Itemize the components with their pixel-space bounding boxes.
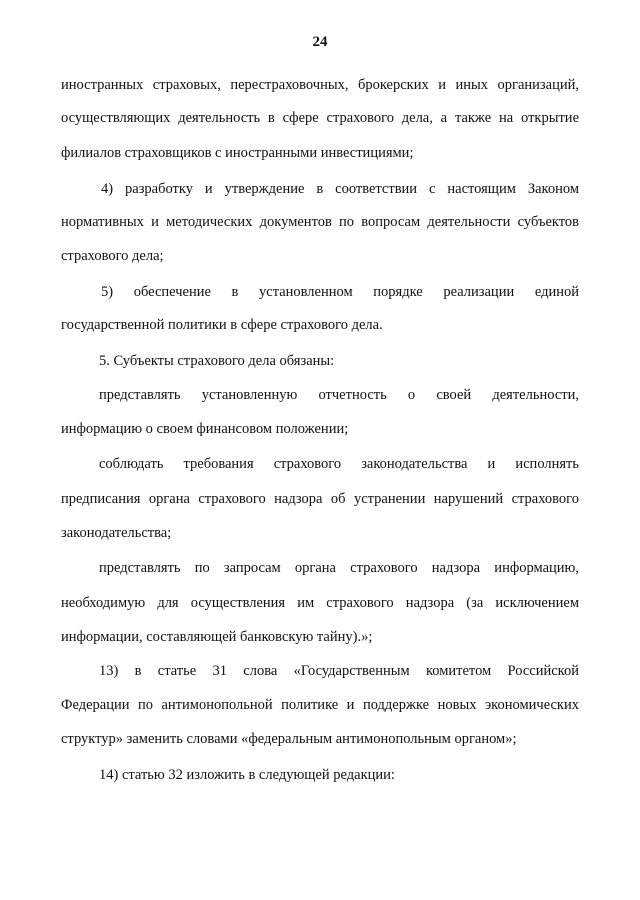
text-line: предписания органа страхового надзора об устранении нарушений страхового <box>61 491 579 507</box>
text-line: осуществляющих деятельность в сфере страхового дела, а также на открытие <box>61 110 579 126</box>
text-line: 14) статью 32 изложить в следующей редакции: <box>99 767 395 783</box>
text-line: представлять по запросам органа страхового надзора информацию, <box>99 560 579 576</box>
text-line: нормативных и методических документов по вопросам деятельности субъектов <box>61 214 579 230</box>
text-line: 5. Субъекты страхового дела обязаны: <box>99 353 335 369</box>
text-line: законодательства; <box>61 525 172 541</box>
text-line: страхового дела; <box>61 248 164 264</box>
page-number: 24 <box>312 34 328 50</box>
text-line: структур» заменить словами «федеральным антимонопольным органом»; <box>61 731 517 747</box>
text-line: государственной политики в сфере страхового дела. <box>61 317 383 333</box>
text-line: 13) в статье 31 слова «Государственным комитетом Российской <box>99 663 579 679</box>
text-line: представлять установленную отчетность о своей деятельности, <box>99 387 579 403</box>
text-line: Федерации по антимонопольной политике и поддержке новых экономических <box>61 697 579 713</box>
text-line: информацию о своем финансовом положении; <box>61 421 349 437</box>
text-line: филиалов страховщиков с иностранными инвестициями; <box>61 145 414 161</box>
text-line: иностранных страховых, перестраховочных, брокерских и иных организаций, <box>61 77 579 93</box>
text-line: соблюдать требования страхового законодательства и исполнять <box>99 456 579 472</box>
text-line: 5) обеспечение в установленном порядке реализации единой <box>101 284 579 300</box>
text-line: информации, составляющей банковскую тайну).»; <box>61 629 373 645</box>
text-line: 4) разработку и утверждение в соответствии с настоящим Законом <box>101 181 579 197</box>
text-line: необходимую для осуществления им страхового надзора (за исключением <box>61 595 579 611</box>
